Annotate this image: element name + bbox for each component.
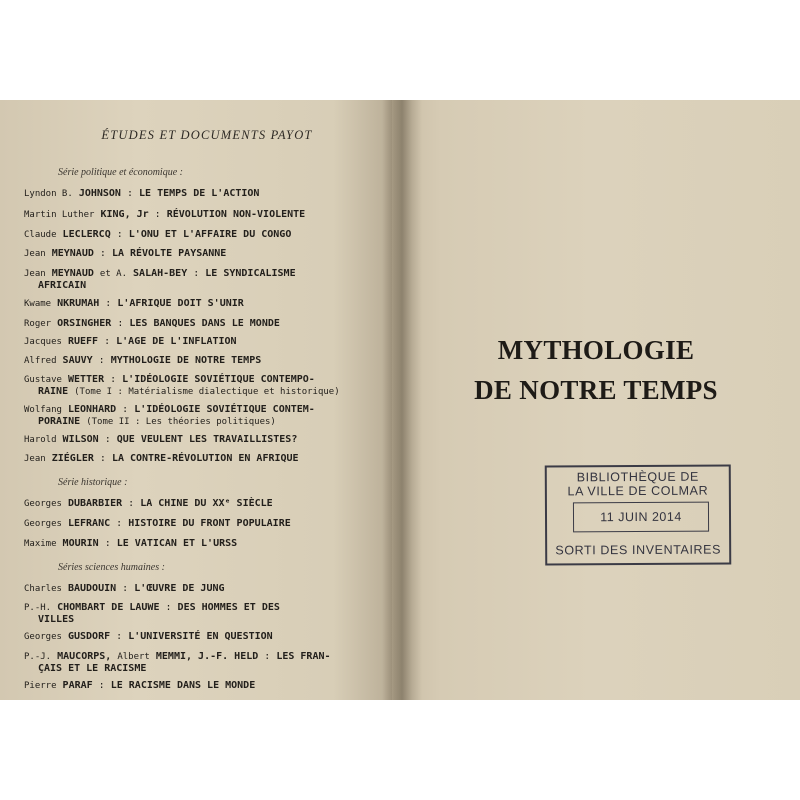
left-page: [0, 100, 392, 700]
list-item: Jean MEYNAUD : LA RÉVOLTE PAYSANNE: [24, 248, 227, 259]
list-item: Martin Luther KING, Jr : RÉVOLUTION NON-VIOLENTE: [24, 209, 306, 220]
list-item: Alfred SAUVY : MYTHOLOGIE DE NOTRE TEMPS: [24, 355, 262, 366]
stamp-line-library: BIBLIOTHÈQUE DE: [576, 469, 699, 485]
library-stamp: [545, 465, 732, 566]
list-item: Roger ORSINGHER : LES BANQUES DANS LE MONDE: [24, 318, 280, 329]
list-item: Kwame NKRUMAH : L'AFRIQUE DOIT S'UNIR: [24, 298, 244, 309]
list-item: Wolfang LEONHARD : L'IDÉOLOGIE SOVIÉTIQUE CONTEM- PORAINE (Tome II : Les théories politiques): [24, 404, 315, 427]
stamp-line-status: SORTI DES INVENTAIRES: [555, 542, 722, 558]
section-title-historique: Série historique :: [58, 477, 128, 488]
list-item: Lyndon B. JOHNSON : LE TEMPS DE L'ACTION: [24, 188, 260, 199]
list-item: Maxime MOURIN : LE VATICAN ET L'URSS: [24, 538, 238, 549]
section-title-sciences-humaines: Séries sciences humaines :: [58, 562, 165, 573]
list-item: Claude LECLERCQ : L'ONU ET L'AFFAIRE DU CONGO: [24, 229, 292, 240]
list-item: Jean ZIÉGLER : LA CONTRE-RÉVOLUTION EN AFRIQUE: [24, 453, 299, 464]
stamp-line-city: LA VILLE DE COLMAR: [567, 483, 709, 499]
section-title-politique: Série politique et économique :: [58, 167, 183, 178]
book-title-line1: MYTHOLOGIE: [497, 335, 695, 365]
list-item: Jean MEYNAUD et A. SALAH-BEY : LE SYNDICALISME AFRICAIN: [24, 268, 296, 291]
book-title-line2: DE NOTRE TEMPS: [474, 375, 718, 405]
list-item: Georges LEFRANC : HISTOIRE DU FRONT POPULAIRE: [24, 518, 291, 529]
list-item: Charles BAUDOUIN : L'ŒUVRE DE JUNG: [24, 583, 225, 594]
list-item: P.-H. CHOMBART DE LAUWE : DES HOMMES ET DES VILLES: [24, 602, 280, 625]
series-heading: ÉTUDES ET DOCUMENTS PAYOT: [101, 128, 313, 142]
list-item: Jacques RUEFF : L'AGE DE L'INFLATION: [24, 336, 237, 347]
list-item: Pierre PARAF : LE RACISME DANS LE MONDE: [24, 680, 256, 691]
list-item: Gustave WETTER : L'IDÉOLOGIE SOVIÉTIQUE CONTEMPO- RAINE (Tome I : Matérialisme dialectique et historique): [24, 374, 340, 397]
list-item: Georges GUSDORF : L'UNIVERSITÉ EN QUESTION: [24, 631, 273, 642]
stamp-date-box: [573, 502, 709, 533]
list-item: P.-J. MAUCORPS, Albert MEMMI, J.-F. HELD : LES FRAN- ÇAIS ET LE RACISME: [24, 651, 331, 674]
list-item: Georges DUBARBIER : LA CHINE DU XXᵉ SIÈCLE: [24, 498, 273, 509]
list-item: Harold WILSON : QUE VEULENT LES TRAVAILLISTES?: [24, 434, 298, 445]
stamp-date: 11 JUIN 2014: [600, 509, 682, 525]
